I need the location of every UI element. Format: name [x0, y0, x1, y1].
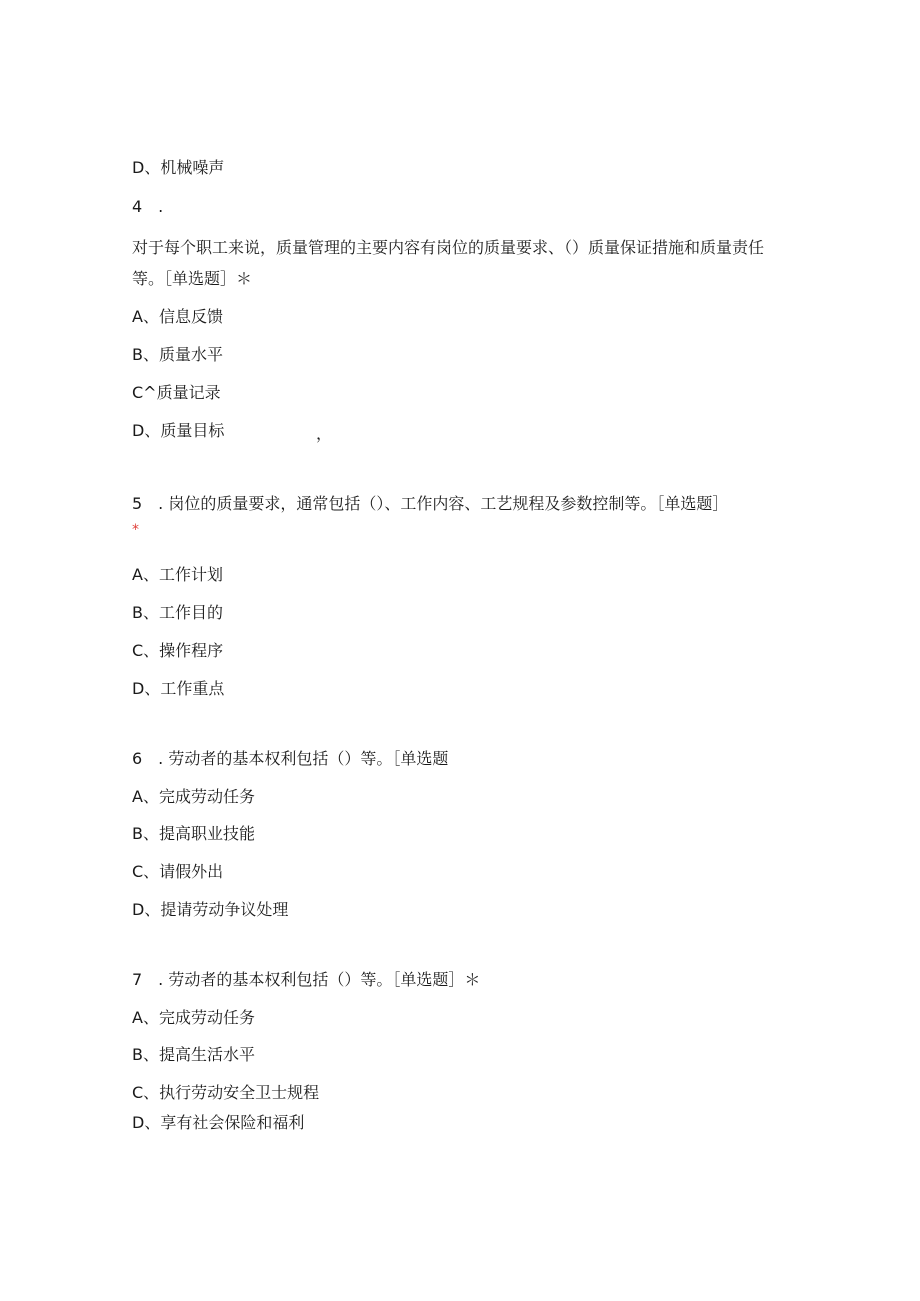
- question-6-option-a[interactable]: A、完成劳动任务: [132, 787, 255, 806]
- question-6-option-c[interactable]: C、请假外出: [132, 862, 224, 881]
- stray-comma: ，: [316, 424, 333, 443]
- question-7-option-d[interactable]: D、享有社会保险和福利: [132, 1113, 305, 1132]
- question-4-option-d[interactable]: D、质量目标: [132, 421, 225, 440]
- question-7-option-b[interactable]: B、提高生活水平: [132, 1045, 255, 1064]
- question-5-option-a[interactable]: A、工作计划: [132, 565, 223, 584]
- question-4-option-b[interactable]: B、质量水平: [132, 345, 223, 364]
- prev-option-d: D、机械噪声: [132, 158, 225, 177]
- question-4-number: 4 .: [132, 197, 164, 216]
- question-7-option-c[interactable]: C、执行劳动安全卫士规程: [132, 1083, 320, 1102]
- question-7-option-a[interactable]: A、完成劳动任务: [132, 1008, 255, 1027]
- question-6-text: 6 . 劳动者的基本权利包括（）等。［单选题: [132, 749, 449, 768]
- question-5-option-b[interactable]: B、工作目的: [132, 603, 223, 622]
- question-7-text: 7 . 劳动者的基本权利包括（）等。［单选题］＊: [132, 970, 481, 989]
- question-4-text: 对于每个职工来说，质量管理的主要内容有岗位的质量要求、（）质量保证措施和质量责任等。［单选题］＊: [132, 238, 765, 288]
- question-5-option-c[interactable]: C、操作程序: [132, 641, 224, 660]
- question-5-text: 5 . 岗位的质量要求，通常包括（）、工作内容、工艺规程及参数控制等。［单选题］: [132, 494, 729, 513]
- question-6-option-d[interactable]: D、提请劳动争议处理: [132, 900, 289, 919]
- question-4-option-a[interactable]: A、信息反馈: [132, 307, 223, 326]
- question-6-option-b[interactable]: B、提高职业技能: [132, 824, 255, 843]
- question-4-option-c[interactable]: C^质量记录: [132, 383, 221, 402]
- question-5-option-d[interactable]: D、工作重点: [132, 679, 225, 698]
- required-asterisk: *: [132, 522, 139, 538]
